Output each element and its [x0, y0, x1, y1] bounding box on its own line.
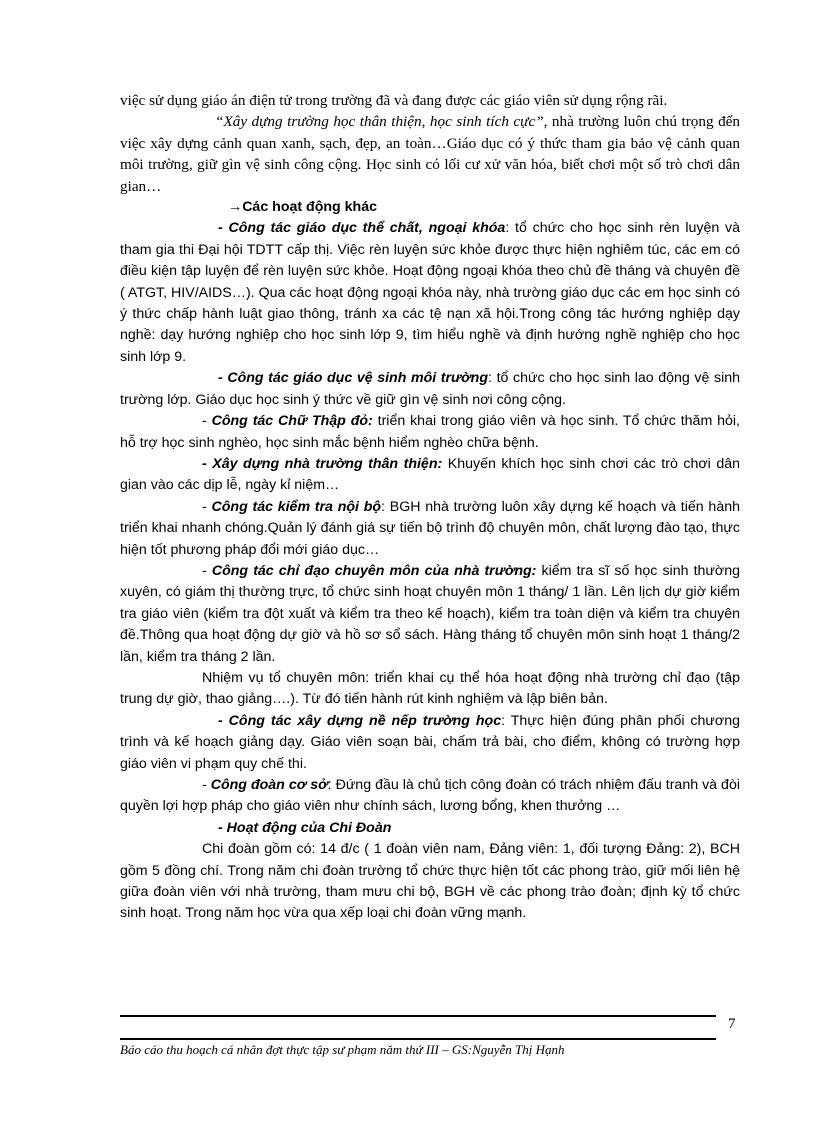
dash-text: - — [202, 562, 212, 579]
paragraph-environment — [120, 368, 740, 411]
item-heading: - Công tác xây dựng nề nếp trường học — [218, 712, 502, 729]
item-heading: Công tác chỉ đạo chuyên môn của nhà trường: — [211, 562, 537, 579]
quote-text: “Xây dựng trường học thân thiện, học sinh tích cực” — [215, 113, 544, 131]
paragraph-text: Chi đoàn gồm có: 14 đ/c ( 1 đoàn viên nam, Đảng viên: 1, đối tượng Đảng: 2), BCH gồm 5 đồng chí. Trong năm chi đoàn trường tổ chức thực hiện tốt các phong trào, giữ mối liên hệ giữa đoàn viên với nhà trường, tham mưu chi bộ, BGH về các phong trào đoàn; định kỳ tổ chức sinh hoạt. Trong năm học vừa qua xếp loại chi đoàn vững mạnh. — [120, 841, 740, 922]
paragraph-physical-education — [120, 218, 740, 368]
item-heading: - Xây dựng nhà trường thân thiện: — [202, 455, 443, 472]
paragraph-text: , nhà trường luôn chú trọng đến việc xây dựng cảnh quan xanh, sạch, đẹp, an toàn…Giáo dục có ý thức tham gia bảo vệ cảnh quan môi trường, giữ gìn vệ sinh công cộng. Học sinh có lối cư xử văn hóa, biết chơi một số trò chơi dân gian… — [120, 113, 740, 195]
paragraph-red-cross — [120, 411, 740, 454]
page-number: 7 — [728, 1016, 736, 1032]
footer-rule-bottom — [120, 1038, 716, 1040]
paragraph-text: kiểm tra sĩ số học sinh thường xuyên, có giám thị thường trực, tổ chức sinh hoạt chuyên môn 1 tháng/ 1 lần. Lên lịch dự giờ kiểm tra giáo viên (kiểm tra đột xuất và kiểm tra theo kế hoạch), kiểm tra toàn diện và kiểm tra chuyên đề.Thông qua hoạt động dự giờ và hồ sơ sổ sách. Hàng tháng tổ chuyên môn sinh hoạt 1 tháng/2 lần, kiểm tra tháng 2 lần. — [120, 562, 740, 665]
dash-text: - — [202, 498, 212, 515]
arrow-icon: → — [228, 199, 243, 216]
footer-caption: Báo cáo thu hoạch cá nhân đợt thực tập sư phạm năm thứ III – GS:Nguyễn Thị Hạnh — [120, 1042, 565, 1057]
section-heading-text: Các hoạt động khác — [242, 199, 377, 216]
paragraph-union — [120, 775, 740, 818]
section-heading-other-activities — [120, 197, 740, 218]
paragraph-friendly-school-build — [120, 454, 740, 497]
item-heading: - Công tác giáo dục thể chất, ngoại khóa — [218, 220, 506, 237]
dash-text: - — [202, 777, 211, 793]
item-heading: - Công tác giáo dục vệ sinh môi trường — [218, 370, 489, 387]
dash-text: - — [202, 413, 212, 430]
paragraph-youth-union-heading — [120, 818, 740, 839]
paragraph-text: triển khai trong giáo viên và học sinh. Tổ chức thăm hỏi, hỗ trợ học sinh nghèo, học sinh mắc bệnh hiểm nghèo chữa bệnh. — [120, 413, 740, 451]
paragraph-text: : BGH nhà trường luôn xây dựng kế hoạch và tiến hành triển khai nhanh chóng.Quản lý đánh giá sự tiến bộ trình độ chuyên môn, chất lượng đào tạo, thực hiện tốt phương pháp đổi mới giáo dục… — [120, 498, 740, 558]
document-body — [120, 90, 740, 925]
paragraph-text: : Đứng đầu là chủ tịch công đoàn có trách nhiệm đấu tranh và đòi quyền lợi hợp pháp cho giáo viên như chính sách, lương bổng, khen thưởng … — [120, 777, 740, 815]
paragraph-text: việc sử dụng giáo án điện tử trong trường đã và đang được các giáo viên sử dụng rộng rãi. — [120, 92, 668, 109]
paragraph-professional-direction — [120, 561, 740, 668]
paragraph-youth-union — [120, 839, 740, 925]
item-heading: Công tác Chữ Thập đỏ: — [211, 413, 373, 430]
footer-rule-top — [120, 1015, 716, 1017]
paragraph-team-tasks — [120, 668, 740, 711]
paragraph-text: : Thực hiện đúng phân phối chương trình và kế hoạch giảng dạy. Giáo viên soạn bài, chấm trả bài, cho điểm, không có trường hợp giáo viên vi phạm quy chế thi. — [120, 712, 740, 772]
paragraph-internal-inspection — [120, 497, 740, 561]
paragraph-text: Nhiệm vụ tổ chuyên môn: triển khai cụ thể hóa hoạt động nhà trường chỉ đạo (tập trung dự giờ, thao giảng….). Từ đó tiến hành rút kinh nghiệm và lập biên bản. — [120, 669, 740, 708]
paragraph-friendly-school — [120, 111, 740, 197]
paragraph-text: : tổ chức cho học sinh lao động vệ sinh trường lớp. Giáo dục học sinh ý thức về giữ gìn vệ sinh nơi công cộng. — [120, 370, 741, 408]
item-heading: - Hoạt động của Chi Đoàn — [218, 819, 392, 836]
paragraph-text: : tổ chức cho học sinh rèn luyện và tham gia thi Đại hội TDTT cấp thị. Việc rèn luyện sức khỏe được thực hiện nghiêm túc, các em có điều kiện tập luyện để rèn luyện sức khỏe. Hoạt động ngoại khóa theo chủ đề tháng và chuyên đề ( ATGT, HIV/AIDS…). Qua các hoạt động ngoại khóa này, nhà trường giáo dục các em học sinh có ý thức chấp hành luật giao thông, tránh xa các tệ nạn xã hội.Trong công tác hướng nghiệp dạy nghề: dạy hướng nghiệp cho học sinh lớp 9, tìm hiểu nghề và định hướng nghề nghiệp cho học sinh lớp 9. — [120, 220, 740, 365]
paragraph-discipline — [120, 711, 740, 775]
item-heading: Công tác kiểm tra nội bộ — [211, 498, 382, 515]
item-heading: Công đoàn cơ sở — [210, 777, 328, 793]
paragraph-text: Khuyến khích học sinh chơi các trò chơi dân gian vào các dịp lễ, ngày kỉ niệm… — [120, 455, 740, 494]
paragraph-intro — [120, 90, 740, 111]
